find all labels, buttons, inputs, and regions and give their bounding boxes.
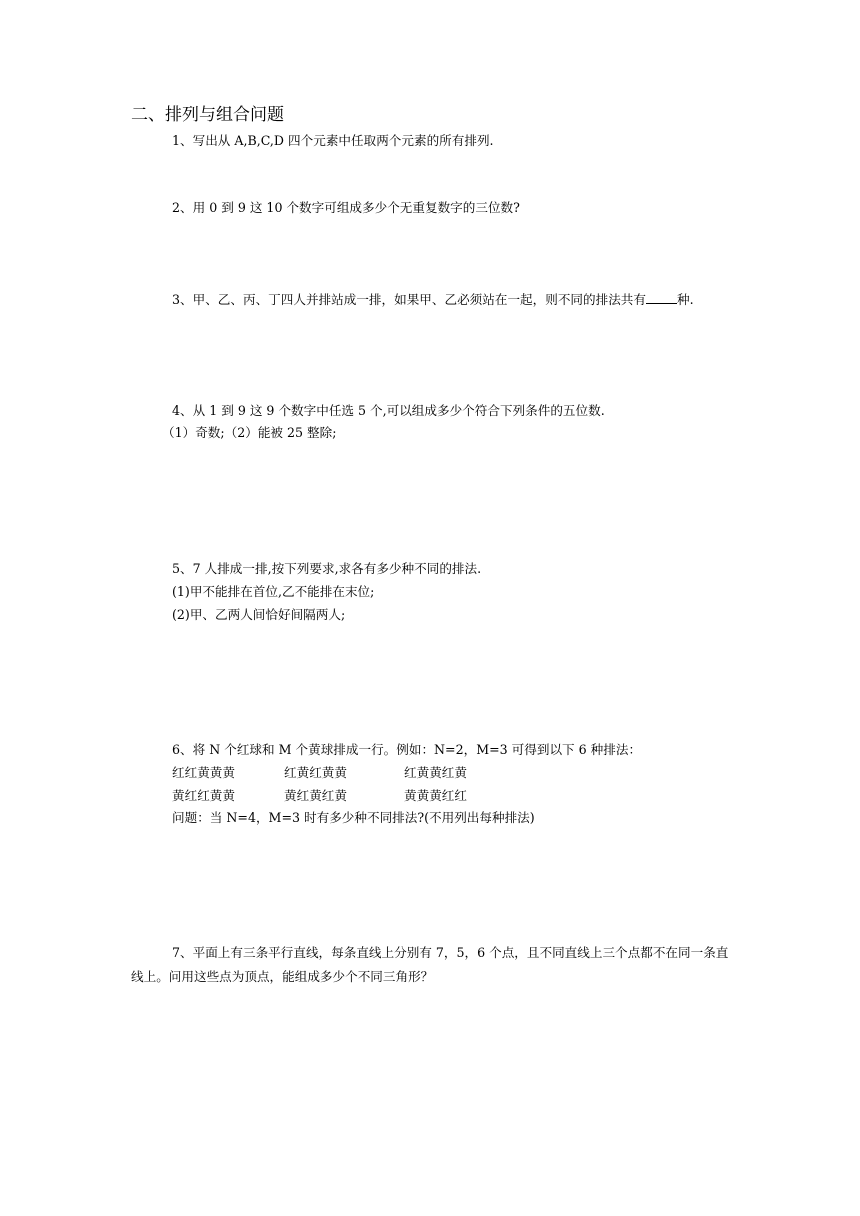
question-6: 6、将 N 个红球和 M 个黄球排成一行。例如：N=2，M=3 可得到以下 6 种排法： xyxy=(172,742,642,757)
question-3 xyxy=(172,290,694,309)
arrangement-item: 红黄红黄黄 xyxy=(284,765,347,780)
arrangement-item: 红黄黄红黄 xyxy=(404,765,467,780)
question-5-part-1: (1)甲不能排在首位,乙不能排在末位; xyxy=(172,584,375,599)
question-3-suffix: 种. xyxy=(676,292,694,307)
arrangement-item: 红红黄黄黄 xyxy=(172,765,235,780)
arrangement-item: 黄红红黄黄 xyxy=(172,788,235,803)
question-7-line-2: 线上。问用这些点为顶点，能组成多少个不同三角形？ xyxy=(131,969,434,984)
section-title: 二、排列与组合问题 xyxy=(131,105,284,125)
question-3-text: 3、甲、乙、丙、丁四人并排站成一排，如果甲、乙必须站在一起，则不同的排法共有 xyxy=(172,292,646,307)
arrangement-item: 黄红黄红黄 xyxy=(284,788,347,803)
question-6-question: 问题：当 N=4，M=3 时有多少种不同排法?(不用列出每种排法) xyxy=(172,810,535,825)
question-1: 1、写出从 A,B,C,D 四个元素中任取两个元素的所有排列. xyxy=(172,133,494,148)
arrangement-row xyxy=(172,764,532,782)
answer-blank xyxy=(646,290,677,304)
question-5: 5、7 人排成一排,按下列要求,求各有多少种不同的排法. xyxy=(172,561,482,576)
question-7-line-1: 7、平面上有三条平行直线，每条直线上分别有 7，5，6 个点，且不同直线上三个点都不在同一条直 xyxy=(172,945,729,960)
question-4: 4、从 1 到 9 这 9 个数字中任选 5 个,可以组成多少个符合下列条件的五位数. xyxy=(172,403,605,418)
question-5-part-2: (2)甲、乙两人间恰好间隔两人; xyxy=(172,607,346,622)
question-2: 2、用 0 到 9 这 10 个数字可组成多少个无重复数字的三位数? xyxy=(172,200,520,215)
arrangement-item: 黄黄黄红红 xyxy=(404,788,467,803)
question-4-parts: （1）奇数;（2）能被 25 整除; xyxy=(162,425,337,440)
arrangement-row xyxy=(172,787,532,805)
